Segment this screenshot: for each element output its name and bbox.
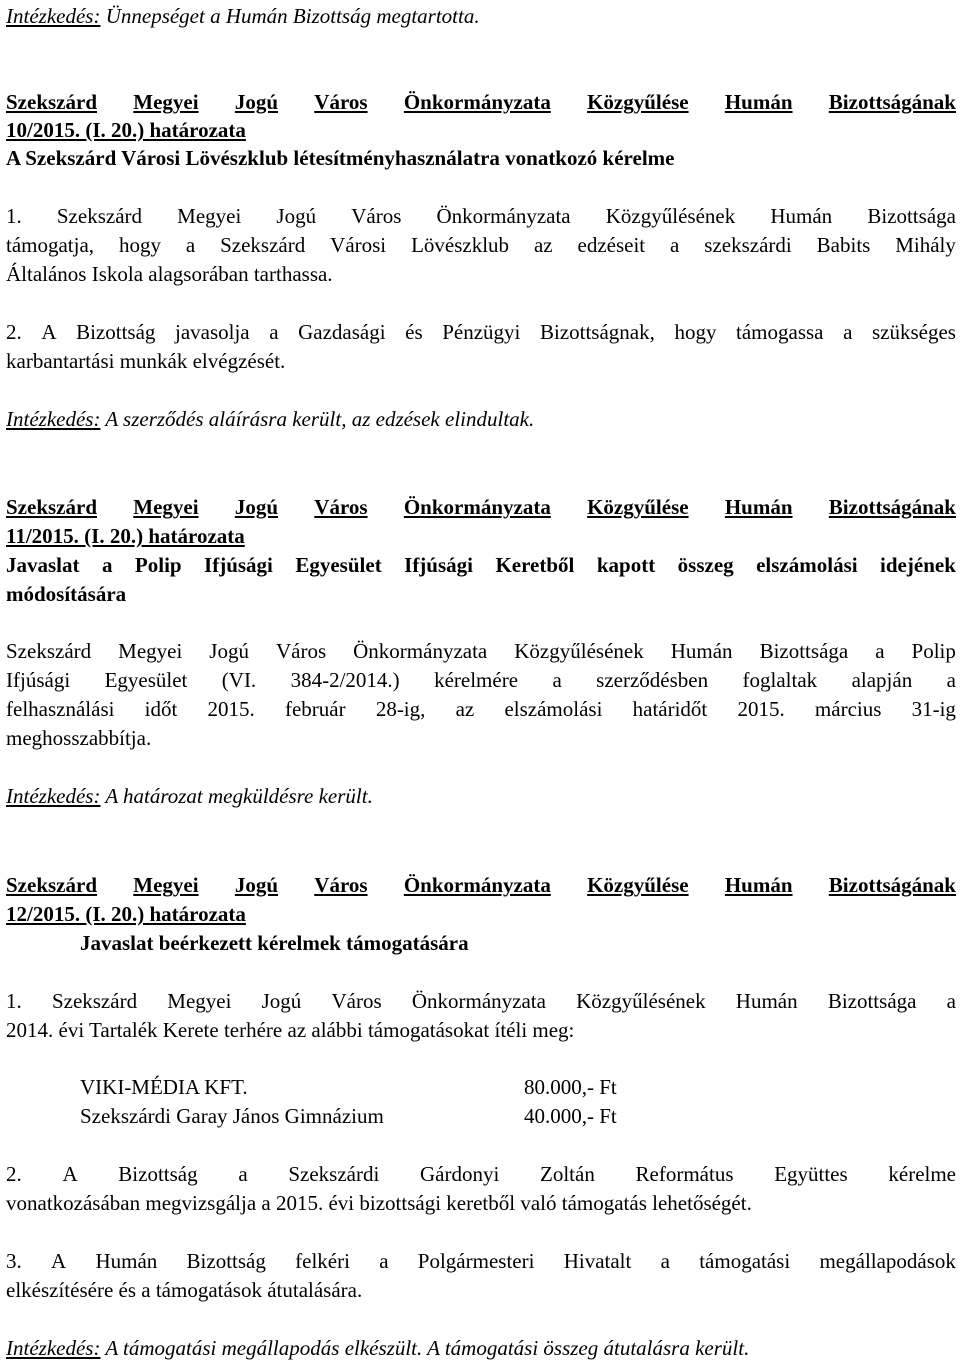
action-text: A támogatási megállapodás elkészült. A támogatási összeg átutalásra került.	[100, 1336, 750, 1360]
resolution-subject-10: A Szekszárd Városi Lövészklub létesítményhasználatra vonatkozó kérelme	[6, 146, 675, 170]
paragraph-line: elkészítésére és a támogatások átutalására.	[6, 1278, 363, 1302]
action-line-11	[6, 782, 373, 810]
paragraph-line: vonatkozásában megvizsgálja a 2015. évi bizottsági keretből való támogatás lehetőségét.	[6, 1191, 752, 1215]
resolution-number-12: 12/2015. (I. 20.) határozata	[6, 902, 246, 926]
grant-name: Szekszárdi Garay János Gimnázium	[80, 1104, 384, 1128]
resolution-heading-10: Szekszárd Megyei Jogú Város Önkormányzata Közgyűlése Humán Bizottságának	[6, 90, 956, 114]
paragraph-line: 1. Szekszárd Megyei Jogú Város Önkormányzata Közgyűlésének Humán Bizottsága a	[6, 989, 956, 1013]
action-line-0	[6, 2, 480, 30]
resolution-heading-11: Szekszárd Megyei Jogú Város Önkormányzata Közgyűlése Humán Bizottságának	[6, 495, 956, 519]
action-text: A határozat megküldésre került.	[100, 784, 373, 808]
paragraph-line: 2. A Bizottság javasolja a Gazdasági és Pénzügyi Bizottságnak, hogy támogassa a szükséges	[6, 320, 956, 344]
paragraph-line: Ifjúsági Egyesület (VI. 384-2/2014.) kérelmére a szerződésben foglaltak alapján a	[6, 668, 956, 692]
grant-amount: 40.000,- Ft	[524, 1104, 617, 1128]
paragraph-line: meghosszabbítja.	[6, 726, 152, 750]
paragraph-line: 2014. évi Tartalék Kerete terhére az alábbi támogatásokat ítéli meg:	[6, 1018, 575, 1042]
action-label: Intézkedés:	[6, 407, 101, 431]
resolution-number-10: 10/2015. (I. 20.) határozata	[6, 118, 246, 142]
paragraph-line: 2. A Bizottság a Szekszárdi Gárdonyi Zoltán Református Együttes kérelme	[6, 1162, 956, 1186]
paragraph-line: 1. Szekszárd Megyei Jogú Város Önkormányzata Közgyűlésének Humán Bizottsága	[6, 204, 956, 228]
grant-amount: 80.000,- Ft	[524, 1075, 617, 1099]
resolution-subject-11-cont: módosítására	[6, 582, 127, 606]
action-text: A szerződés aláírásra került, az edzések elindultak.	[100, 407, 535, 431]
paragraph-line: felhasználási időt 2015. február 28-ig, az elszámolási határidőt 2015. március 31-ig	[6, 697, 956, 721]
resolution-subject-12: Javaslat beérkezett kérelmek támogatására	[80, 931, 469, 955]
action-label: Intézkedés:	[6, 1336, 101, 1360]
action-label: Intézkedés:	[6, 4, 101, 28]
resolution-heading-12: Szekszárd Megyei Jogú Város Önkormányzata Közgyűlése Humán Bizottságának	[6, 873, 956, 897]
grant-name: VIKI-MÉDIA KFT.	[80, 1075, 248, 1099]
action-text: Ünnepséget a Humán Bizottság megtartotta.	[100, 4, 480, 28]
paragraph-line: 3. A Humán Bizottság felkéri a Polgármesteri Hivatalt a támogatási megállapodások	[6, 1249, 956, 1273]
paragraph-line: támogatja, hogy a Szekszárd Városi Lövészklub az edzéseit a szekszárdi Babits Mihály	[6, 233, 956, 257]
resolution-number-11: 11/2015. (I. 20.) határozata	[6, 524, 245, 548]
paragraph-line: Szekszárd Megyei Jogú Város Önkormányzata Közgyűlésének Humán Bizottsága a Polip	[6, 639, 956, 663]
paragraph-line: Általános Iskola alagsorában tarthassa.	[6, 262, 333, 286]
action-line-12	[6, 1334, 749, 1362]
resolution-subject-11: Javaslat a Polip Ifjúsági Egyesület Ifjúsági Keretből kapott összeg elszámolási idejének	[6, 553, 956, 577]
action-label: Intézkedés:	[6, 784, 101, 808]
paragraph-line: karbantartási munkák elvégzését.	[6, 349, 286, 373]
action-line-10	[6, 405, 534, 433]
